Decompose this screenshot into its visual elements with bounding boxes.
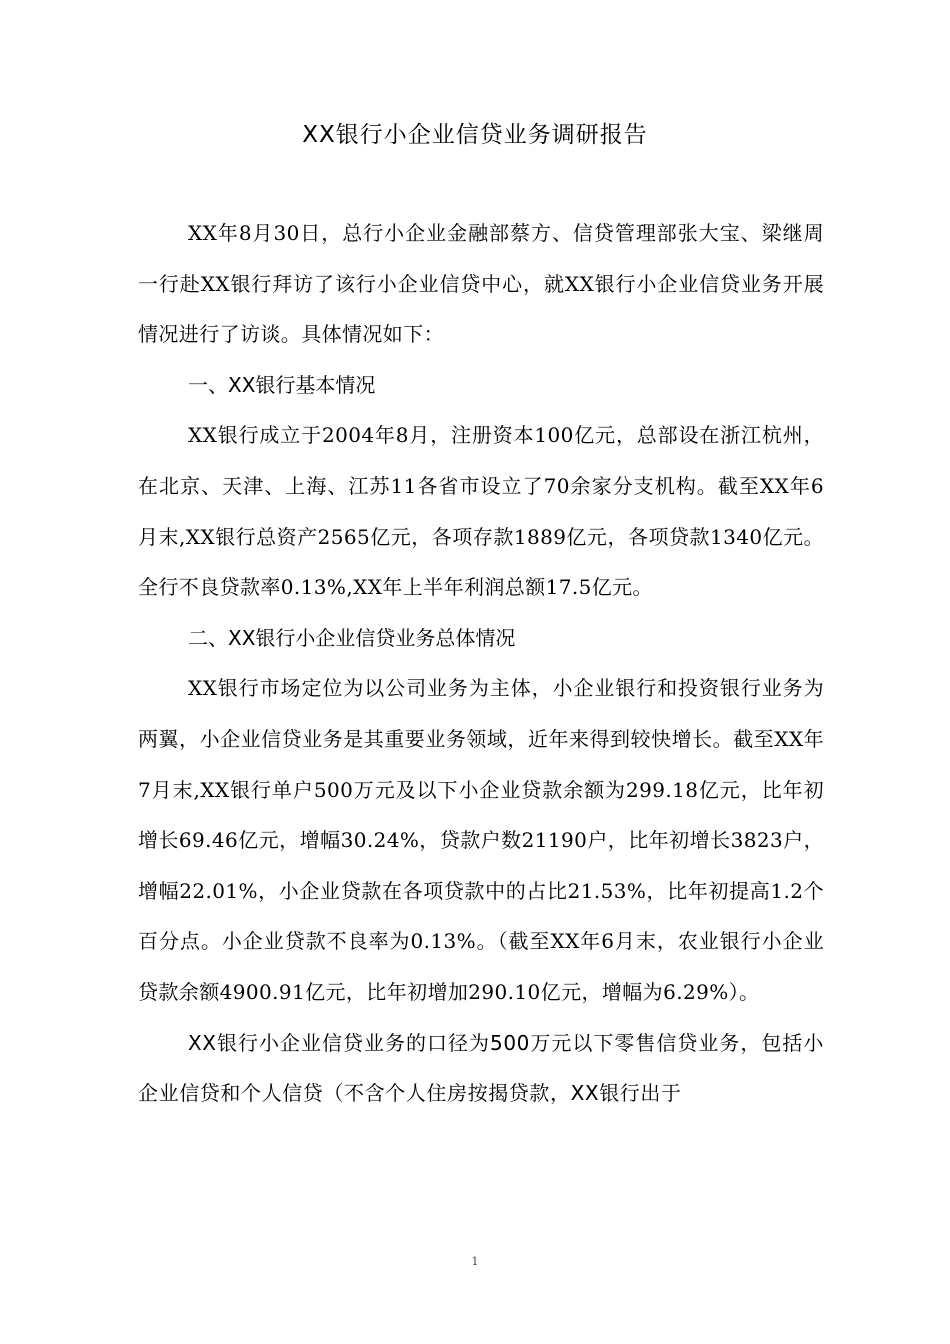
basic-info-paragraph: XX银行成立于2004年8月，注册资本100亿元，总部设在浙江杭州，在北京、天津、上海、江苏11各省市设立了70余家分支机构。截至XX年6月末,XX银行总资产2565亿元，各项存款1889亿元，各项贷款1340亿元。全行不良贷款率0.13%,XX年上半年利润总额17.5亿元。 bbox=[138, 423, 824, 600]
section-heading-overview: 二、XX银行小企业信贷业务总体情况 bbox=[188, 625, 516, 650]
document-body bbox=[138, 208, 824, 1119]
overview-paragraph: XX银行市场定位为以公司业务为主体，小企业银行和投资银行业务为两翼，小企业信贷业务是其重要业务领域，近年来得到较快增长。截至XX年7月末,XX银行单户500万元及以下小企业贷款余额为299.18亿元，比年初增长69.46亿元，增幅30.24%，贷款户数21190户，比年初增长3823户，增幅22.01%，小企业贷款在各项贷款中的占比21.53%，比年初提高1.2个百分点。小企业贷款不良率为0.13%。（截至XX年6月末，农业银行小企业贷款余额4900.91亿元，比年初增加290.10亿元，增幅为6.29%）。 bbox=[138, 676, 824, 1004]
intro-paragraph: XX年8月30日，总行小企业金融部蔡方、信贷管理部张大宝、梁继周一行赴XX银行拜访了该行小企业信贷中心，就XX银行小企业信贷业务开展情况进行了访谈。具体情况如下： bbox=[138, 221, 824, 347]
page-number: 1 bbox=[471, 1255, 479, 1268]
section-heading-basic-info: 一、XX银行基本情况 bbox=[188, 372, 376, 397]
scope-paragraph: XX银行小企业信贷业务的口径为500万元以下零售信贷业务，包括小企业信贷和个人信贷（不含个人住房按揭贷款，XX银行出于 bbox=[138, 1030, 824, 1106]
document-title: XX银行小企业信贷业务调研报告 bbox=[302, 122, 648, 148]
